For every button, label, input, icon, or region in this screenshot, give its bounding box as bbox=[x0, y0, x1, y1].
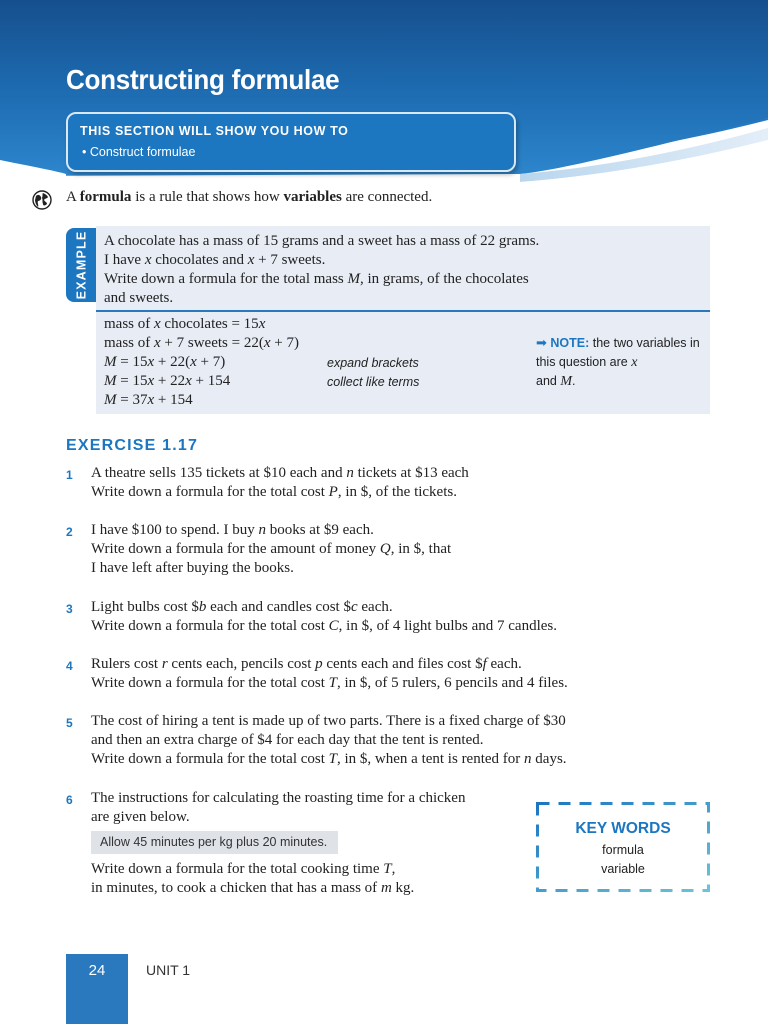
key-word: formula bbox=[602, 843, 644, 857]
example-tab-label: EXAMPLE bbox=[74, 230, 89, 300]
intro-text: is a rule that shows how bbox=[131, 189, 284, 205]
key-words-title: KEY WORDS bbox=[575, 820, 671, 837]
question-line: Write down a formula for the total cost T, in $, of 5 rulers, 6 pencils and 4 files. bbox=[91, 675, 568, 691]
term-formula: formula bbox=[79, 189, 132, 205]
note-label: NOTE: bbox=[550, 336, 590, 350]
example-question-line: A chocolate has a mass of 15 grams and a sweet has a mass of 22 grams. bbox=[104, 233, 540, 249]
question-number: 3 bbox=[66, 602, 73, 616]
question-number: 5 bbox=[66, 716, 73, 730]
question-line: Write down a formula for the total cost C, in $, of 4 light bulbs and 7 candles. bbox=[91, 618, 557, 634]
question-line: Light bulbs cost $b each and candles cost $c each. bbox=[91, 599, 393, 615]
globe-icon bbox=[32, 190, 52, 210]
page-title: Constructing formulae bbox=[66, 64, 340, 95]
question-number: 4 bbox=[66, 659, 73, 673]
question-number: 2 bbox=[66, 525, 73, 539]
term-variables: variables bbox=[283, 189, 342, 205]
working-line: mass of x + 7 sweets = 22(x + 7) bbox=[104, 335, 299, 351]
example-question-line: I have x chocolates and x + 7 sweets. bbox=[104, 252, 326, 268]
question-line: I have $100 to spend. I buy n books at $9 each. bbox=[91, 522, 374, 538]
question-line: and then an extra charge of $4 for each day that the tent is rented. bbox=[91, 732, 484, 748]
question-line: Write down a formula for the total cooking time T, bbox=[91, 861, 396, 877]
intro-text: are connected. bbox=[341, 189, 433, 205]
working-line: M = 15x + 22(x + 7) bbox=[104, 354, 226, 370]
question-line: Rulers cost r cents each, pencils cost p cents each and files cost $f each. bbox=[91, 656, 522, 672]
working-note: expand brackets bbox=[327, 356, 419, 370]
question-line: Write down a formula for the total cost T, in $, when a tent is rented for n days. bbox=[91, 751, 567, 767]
page-number: 24 bbox=[88, 962, 106, 979]
key-word: variable bbox=[601, 862, 645, 876]
section-heading: THIS SECTION WILL SHOW YOU HOW TO bbox=[80, 124, 349, 138]
note-text: this question are x bbox=[536, 355, 638, 370]
question-line: The instructions for calculating the roasting time for a chicken bbox=[91, 790, 466, 806]
example-question-line: Write down a formula for the total mass M, in grams, of the chocolates bbox=[104, 271, 529, 287]
formula-definition bbox=[66, 189, 432, 206]
working-line: mass of x chocolates = 15x bbox=[104, 316, 266, 332]
question-number: 1 bbox=[66, 468, 73, 482]
question-line: Write down a formula for the total cost P, in $, of the tickets. bbox=[91, 484, 457, 500]
question-line: Write down a formula for the amount of money Q, in $, that bbox=[91, 541, 452, 557]
question-line: I have left after buying the books. bbox=[91, 560, 294, 576]
working-note: collect like terms bbox=[327, 375, 420, 389]
unit-label: UNIT 1 bbox=[146, 962, 191, 978]
working-line: M = 15x + 22x + 154 bbox=[104, 373, 231, 389]
note-text: the two variables in bbox=[589, 336, 700, 350]
working-line: M = 37x + 154 bbox=[104, 392, 193, 408]
section-objectives-box bbox=[66, 112, 516, 172]
example-question-line: and sweets. bbox=[104, 290, 174, 306]
question-line: A theatre sells 135 tickets at $10 each and n tickets at $13 each bbox=[91, 465, 469, 481]
intro-text: A bbox=[66, 189, 80, 205]
note-text: and M. bbox=[536, 374, 576, 389]
section-bullet: • Construct formulae bbox=[82, 145, 196, 159]
note-callout bbox=[536, 333, 700, 391]
question-line: in minutes, to cook a chicken that has a mass of m kg. bbox=[91, 880, 415, 896]
exercise-heading: EXERCISE 1.17 bbox=[66, 437, 199, 454]
question-line: The cost of hiring a tent is made up of two parts. There is a fixed charge of $30 bbox=[91, 713, 566, 729]
question-line: are given below. bbox=[91, 809, 190, 825]
instruction-text: Allow 45 minutes per kg plus 20 minutes. bbox=[100, 835, 328, 849]
arrow-right-icon: ➡ bbox=[536, 335, 547, 350]
question-number: 6 bbox=[66, 793, 73, 807]
